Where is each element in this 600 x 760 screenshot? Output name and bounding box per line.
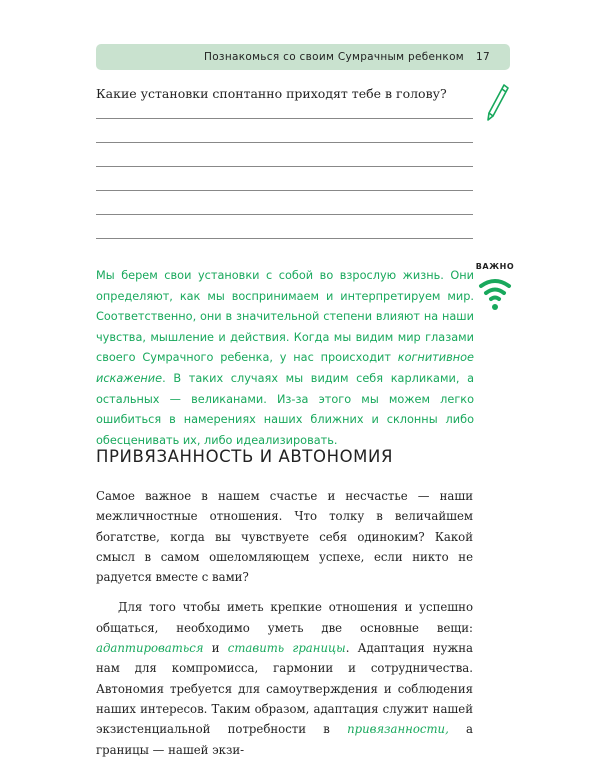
answer-line <box>96 166 473 167</box>
term-adapt: адаптироваться <box>96 641 204 656</box>
p2-text-3: а границы — нашей экзи- <box>96 722 473 757</box>
important-term: когнитивное искажение <box>96 351 474 385</box>
answer-line <box>96 238 473 239</box>
paragraph-2 <box>96 597 473 759</box>
important-text-end: . В таких случаях мы видим себя карликами, а остальных — великанами. Из-за этого мы можем легко ошибиться в намерениях наших ближних и склонны либо обесценивать их, либо идеализировать. <box>96 371 474 447</box>
important-marker <box>472 262 518 312</box>
answer-line <box>96 118 473 119</box>
term-attachment: привязанности, <box>347 722 449 737</box>
important-label: ВАЖНО <box>475 262 515 271</box>
answer-line <box>96 190 473 191</box>
body-text <box>96 486 473 760</box>
answer-line <box>96 214 473 215</box>
important-paragraph <box>96 266 474 451</box>
p2-text-1: Для того чтобы иметь крепкие отношения и успешно общаться, необходимо уметь две основные вещи: <box>96 600 473 635</box>
term-boundaries: ставить границы <box>227 641 346 656</box>
p2-text-2: . Адаптация нужна нам для компромисса, гармонии и сотрудничества. Автономия требуется для самоутверждения и соблюдения наших интересов. Таким образом, адаптация служит нашей экзистенциальной потребности в <box>96 641 473 737</box>
page-number: 17 <box>476 51 490 63</box>
answer-line <box>96 142 473 143</box>
exercise-question: Какие установки спонтанно приходят тебе в голову? <box>96 86 447 101</box>
pencil-icon <box>484 83 510 123</box>
running-title: Познакомься со своим Сумрачным ребенком <box>204 51 465 63</box>
running-header <box>96 44 510 70</box>
signal-exclamation-icon <box>477 274 513 312</box>
paragraph-1: Самое важное в нашем счастье и несчастье — наши межличностные отношения. Что толку в величайшем богатстве, когда вы чувствуете себя одиноким? Какой смысл в самом ошеломляющем успехе, если никто не радуется вместе с вами? <box>96 489 473 585</box>
section-title: ПРИВЯЗАННОСТЬ И АВТОНОМИЯ <box>96 447 394 466</box>
p2-conj: и <box>203 641 228 656</box>
important-text-start: Мы берем свои установки с собой во взрослую жизнь. Они определяют, как мы воспринимаем и интерпретируем мир. Соответственно, они в значительной степени влияют на наши чувства, мышление и действия. Когда мы видим мир глазами своего Сумрачного ребенка, у нас происходит <box>96 269 474 365</box>
